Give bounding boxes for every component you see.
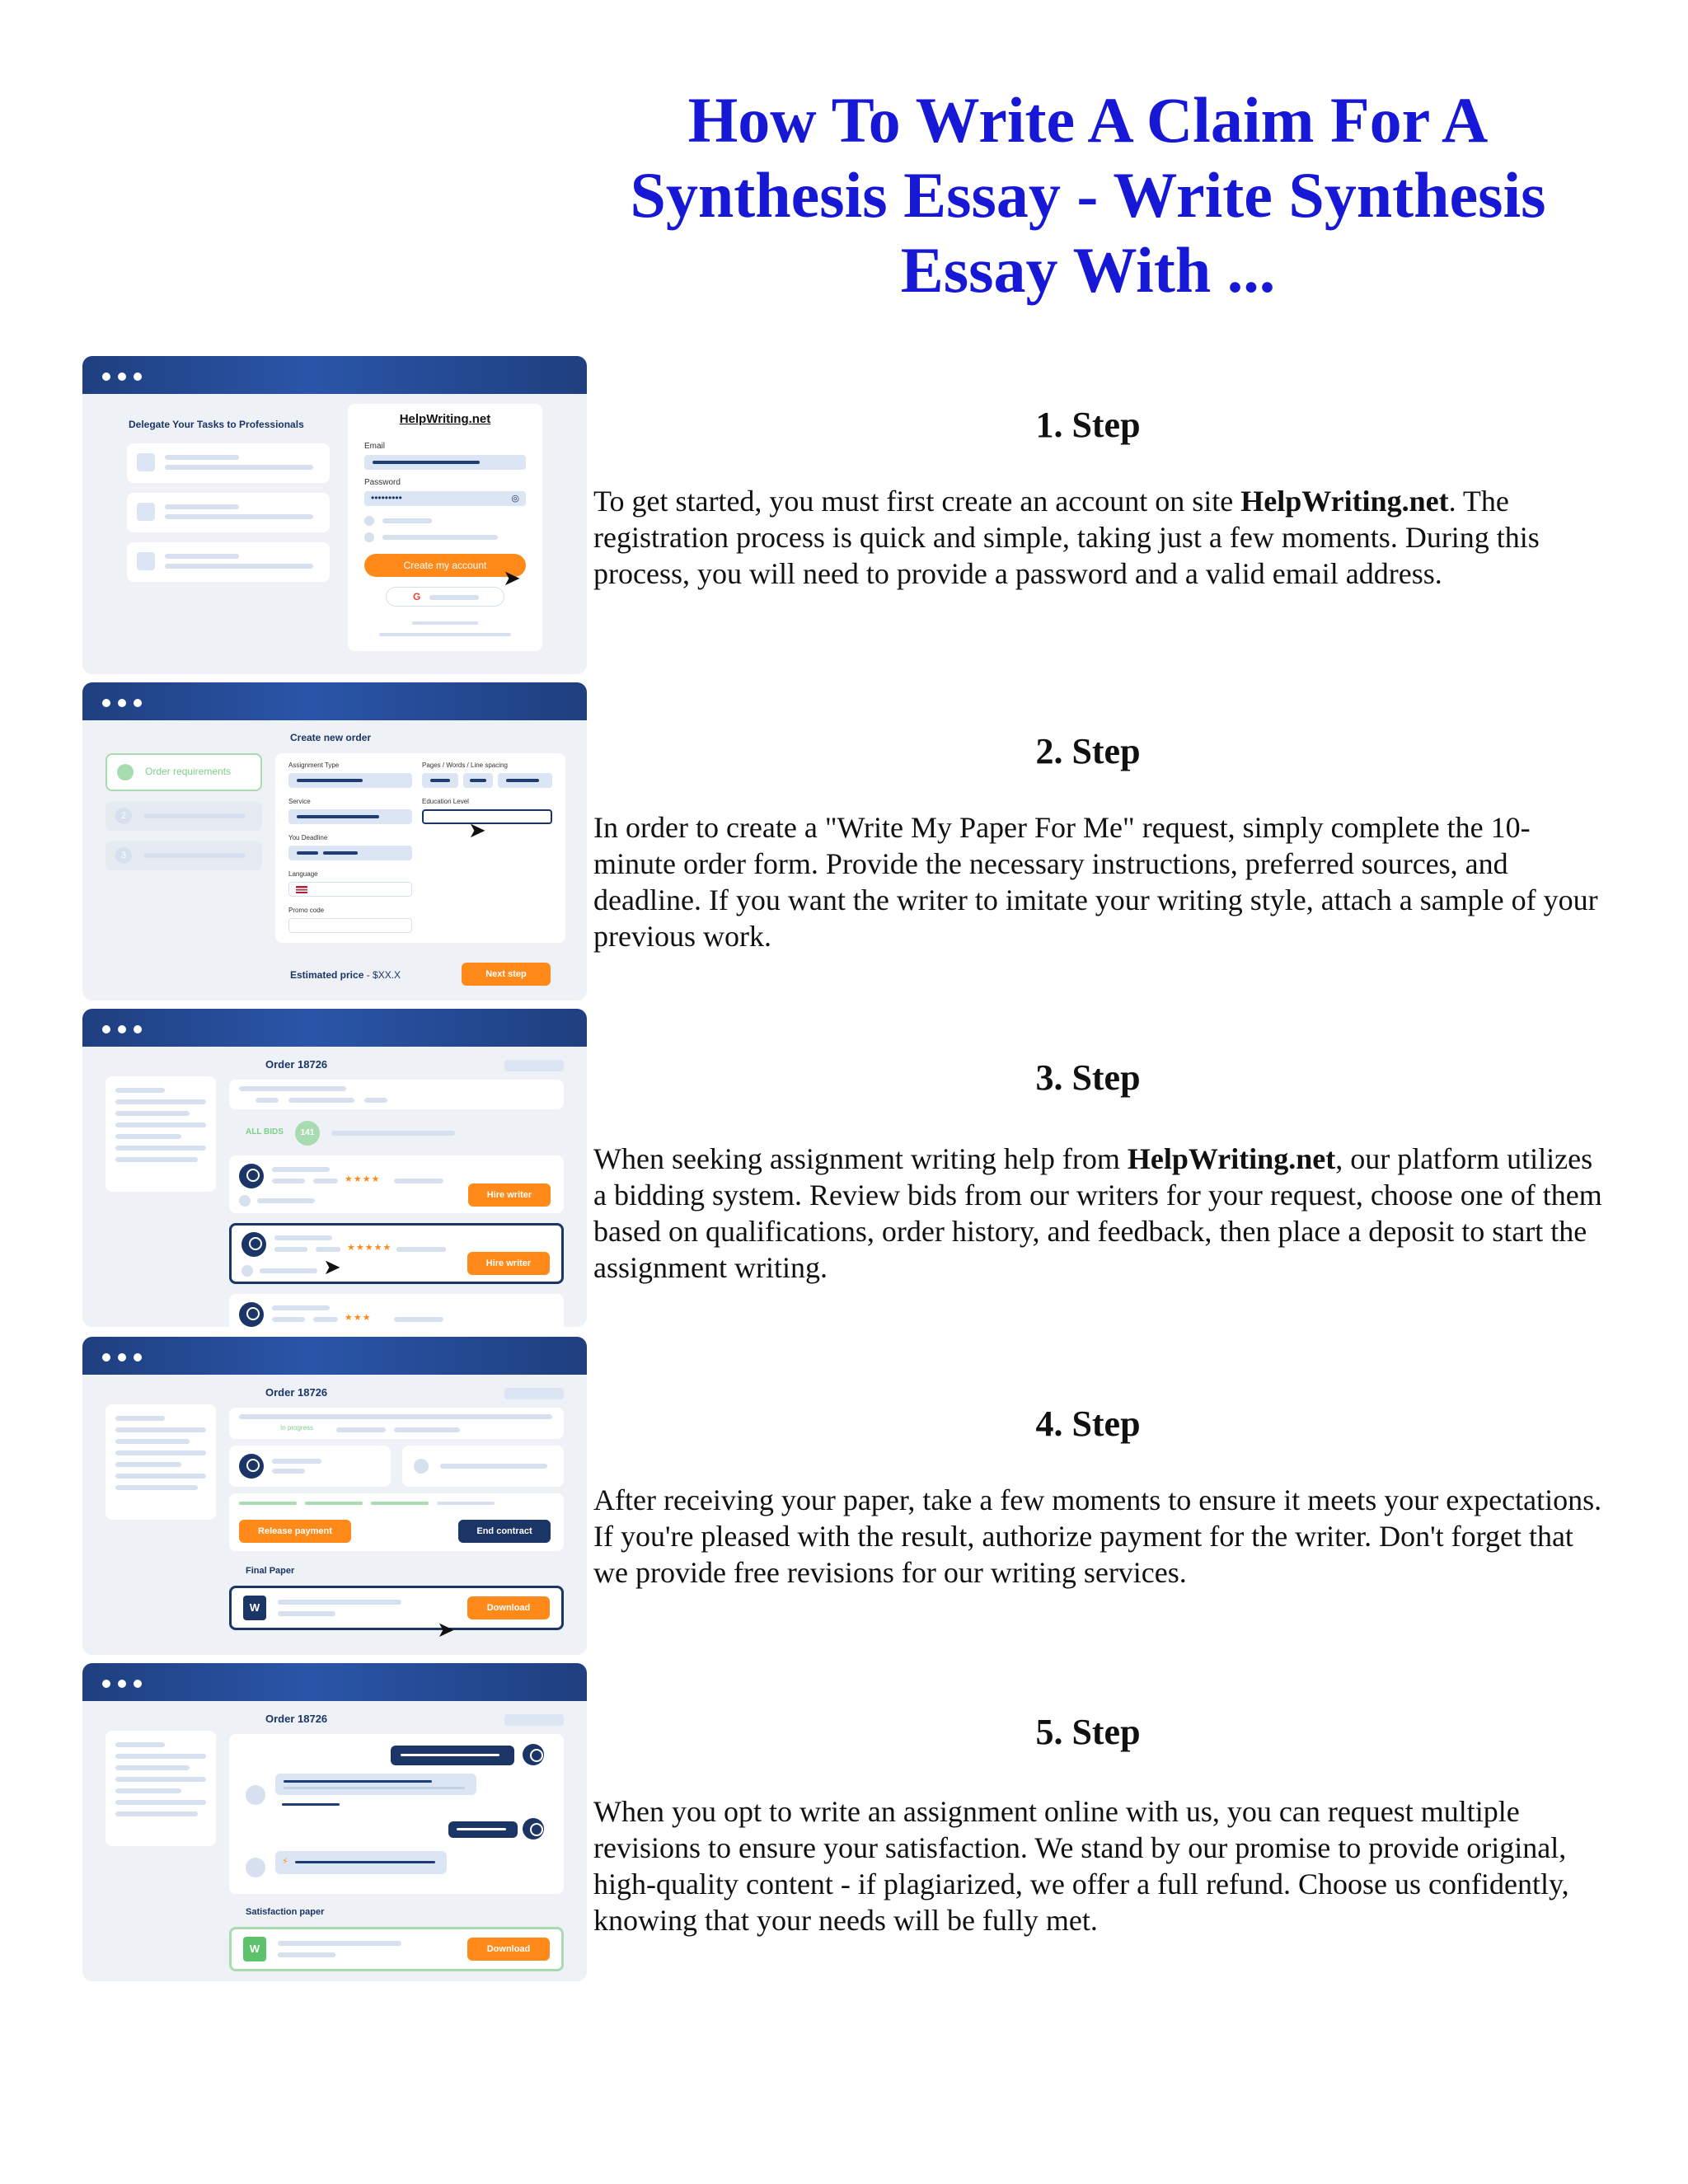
- password-label: Password: [364, 478, 401, 487]
- bid-count-badge: 141: [295, 1121, 320, 1146]
- cursor-icon: ➤: [437, 1617, 455, 1642]
- window-titlebar: [82, 356, 587, 394]
- feature-card: [127, 443, 330, 483]
- window-dots-icon: [102, 696, 149, 711]
- bid-card-selected[interactable]: [229, 1223, 564, 1284]
- step-4-heading: 4. Step: [1035, 1404, 1141, 1444]
- panel-heading: Delegate Your Tasks to Professionals: [129, 419, 304, 430]
- bid-card[interactable]: [229, 1155, 564, 1213]
- writer-avatar: [239, 1302, 264, 1327]
- release-payment-button[interactable]: Release payment: [239, 1520, 351, 1543]
- deadline-field[interactable]: [288, 846, 412, 860]
- writer-card: [229, 1446, 391, 1487]
- sidebar: [106, 1731, 216, 1846]
- order-number: Order 18726: [265, 1058, 328, 1071]
- screenshot-order-form: [82, 682, 587, 1001]
- google-icon: G: [413, 591, 421, 602]
- screenshot-bids: [82, 1009, 587, 1327]
- step-3-text: When seeking assignment writing help from HelpWriting.net, our platform utilizes a bidding system. Review bids from our writers for your request, choose one of them based on qualifications, order history, and feedback, then place a deposit to start the assignment writing.: [593, 1142, 1602, 1284]
- window-dots-icon: [102, 370, 149, 385]
- chat-message-incoming: [275, 1774, 476, 1795]
- pages-field[interactable]: [422, 773, 458, 788]
- bid-card[interactable]: [229, 1294, 564, 1327]
- window-dots-icon: [102, 1677, 149, 1692]
- step-4-text: After receiving your paper, take a few moments to ensure it meets your expectations. If you're pleased with the result, authorize payment for the writer. Don't forget that we provide free revisions for our writing services.: [593, 1483, 1602, 1589]
- signup-form: [348, 404, 542, 651]
- sidebar: [106, 1404, 216, 1520]
- education-level-select[interactable]: [422, 809, 552, 824]
- screenshot-sign-up: [82, 356, 587, 674]
- brand-logo: HelpWriting.net: [399, 412, 491, 426]
- satisfaction-paper-file[interactable]: [229, 1927, 564, 1971]
- hire-writer-button[interactable]: Hire writer: [467, 1252, 550, 1275]
- step-5-text: When you opt to write an assignment online with us, you can request multiple revisions to ensure your satisfaction. We stand by our promise to provide original, high-quality content - if plagiarized, we offer a full refund. Choose us confidently, knowing that your needs will be fully met.: [593, 1795, 1569, 1937]
- chat-attachment-message: [275, 1851, 447, 1874]
- writer-avatar: [239, 1454, 264, 1479]
- screenshot-revisions: [82, 1663, 587, 1981]
- email-field[interactable]: [364, 455, 526, 470]
- step-3[interactable]: 3: [106, 841, 262, 870]
- rating-stars: ★★★★★: [347, 1243, 392, 1253]
- google-sign-in-button[interactable]: [386, 587, 504, 607]
- order-form: Assignment Type Pages / Words / Line spacing Service Education Level You Deadline Language Promo code: [275, 753, 565, 943]
- chat-message-outgoing: [448, 1821, 518, 1838]
- window-dots-icon: [102, 1351, 149, 1366]
- words-field[interactable]: [463, 773, 493, 788]
- satisfaction-paper-label: Satisfaction paper: [246, 1907, 325, 1917]
- rating-stars: ★★★: [345, 1313, 372, 1323]
- all-bids-label: ALL BIDS: [246, 1127, 284, 1137]
- end-contract-button[interactable]: End contract: [458, 1520, 551, 1543]
- screenshot-final-paper: [82, 1337, 587, 1655]
- step-1-heading: 1. Step: [1035, 405, 1141, 445]
- window-titlebar: [82, 682, 587, 720]
- window-dots-icon: [102, 1023, 149, 1038]
- feature-card: [127, 542, 330, 582]
- rating-stars: ★★★★: [345, 1174, 381, 1184]
- order-number: Order 18726: [265, 1386, 328, 1399]
- download-button[interactable]: Download: [467, 1596, 550, 1619]
- estimated-price: Estimated price - $XX.X: [290, 969, 401, 981]
- password-field[interactable]: ••••••••• ◎: [364, 491, 526, 506]
- language-select[interactable]: [288, 882, 412, 897]
- download-button[interactable]: Download: [467, 1938, 550, 1961]
- step-3-heading: 3. Step: [1035, 1057, 1141, 1098]
- create-account-button[interactable]: Create my account: [364, 554, 526, 577]
- next-step-button[interactable]: Next step: [462, 963, 551, 986]
- status-badge: In progress: [280, 1424, 314, 1432]
- user-avatar: [523, 1818, 544, 1840]
- form-heading: Create new order: [290, 732, 372, 743]
- chat-thread: [229, 1734, 564, 1894]
- checkbox[interactable]: [364, 532, 374, 542]
- step-order-requirements[interactable]: Order requirements: [106, 753, 262, 791]
- payment-card: [229, 1493, 564, 1551]
- final-paper-label: Final Paper: [246, 1566, 295, 1576]
- assignment-type-select[interactable]: [288, 773, 412, 788]
- user-avatar: [523, 1744, 544, 1765]
- word-document-icon: W: [243, 1596, 266, 1620]
- sidebar: [106, 1076, 216, 1192]
- step-2-text: In order to create a "Write My Paper For Me" request, simply complete the 10-minute order form. Provide the necessary instructions, preferred sources, and deadline. If you want the writer to imitate your writing style, attach a sample of your previous work.: [593, 811, 1598, 953]
- word-document-icon: W: [243, 1937, 266, 1961]
- window-titlebar: [82, 1663, 587, 1701]
- step-2[interactable]: 2: [106, 801, 262, 831]
- support-card: [402, 1446, 564, 1487]
- brand-name: HelpWriting.net: [1240, 485, 1449, 518]
- step-5-heading: 5. Step: [1035, 1712, 1141, 1752]
- us-flag-icon: [296, 886, 307, 893]
- service-select[interactable]: [288, 809, 412, 824]
- page-title: How To Write A Claim For A Synthesis Essay - Write Synthesis Essay With ...: [630, 84, 1546, 306]
- writer-avatar: [241, 1232, 266, 1257]
- step-2-heading: 2. Step: [1035, 731, 1141, 771]
- step-1-text: To get started, you must first create an account on site HelpWriting.net. The registration process is quick and simple, taking just a few moments. During this process, you will need to provide a password and a valid email address.: [593, 485, 1540, 590]
- hire-writer-button[interactable]: Hire writer: [468, 1183, 551, 1207]
- cursor-icon: ➤: [323, 1254, 341, 1279]
- window-titlebar: [82, 1009, 587, 1047]
- brand-name: HelpWriting.net: [1127, 1142, 1336, 1175]
- cursor-icon: ➤: [503, 565, 521, 590]
- order-number: Order 18726: [265, 1713, 328, 1725]
- order-summary: [229, 1408, 564, 1439]
- spacing-field[interactable]: [498, 773, 552, 788]
- final-paper-file[interactable]: [229, 1586, 564, 1630]
- cursor-icon: ➤: [468, 818, 486, 842]
- checkbox[interactable]: [364, 516, 374, 526]
- feature-card: [127, 493, 330, 532]
- chat-message-outgoing: [391, 1746, 514, 1765]
- email-label: Email: [364, 442, 386, 451]
- writer-avatar: [239, 1164, 264, 1188]
- window-titlebar: [82, 1337, 587, 1375]
- promo-code-input[interactable]: [288, 918, 412, 933]
- order-summary: [229, 1080, 564, 1109]
- eye-icon[interactable]: ◎: [511, 494, 519, 504]
- paperclip-icon: ⚡: [282, 1857, 288, 1867]
